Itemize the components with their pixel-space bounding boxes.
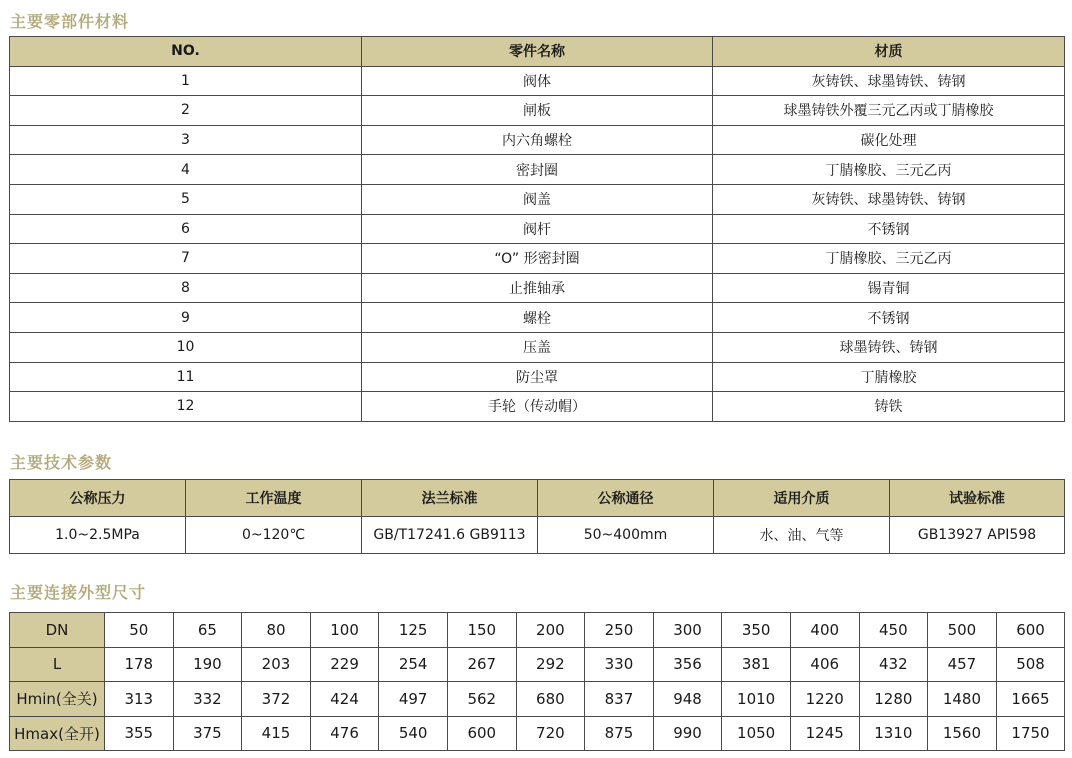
dim-cell: 875 (585, 716, 654, 751)
part-no: 12 (10, 392, 362, 422)
part-material: 碳化处理 (713, 125, 1065, 155)
part-material: 灰铸铁、球墨铸铁、铸钢 (713, 66, 1065, 96)
value-nominal-diameter: 50~400mm (538, 517, 714, 554)
dim-cell: 720 (516, 716, 585, 751)
part-name: 密封圈 (362, 155, 713, 185)
part-name: 螺栓 (362, 303, 713, 333)
value-nominal-pressure: 1.0~2.5MPa (10, 517, 186, 554)
dim-cell: 1050 (722, 716, 791, 751)
dim-cell: 562 (447, 682, 516, 717)
dim-cell: 50 (105, 613, 174, 648)
dim-cell: 1750 (996, 716, 1065, 751)
header-material: 材质 (713, 37, 1065, 67)
dim-cell: 540 (379, 716, 448, 751)
part-material: 灰铸铁、球墨铸铁、铸钢 (713, 184, 1065, 214)
dim-cell: 356 (653, 647, 722, 682)
dim-cell: 406 (790, 647, 859, 682)
row-label-l: L (10, 647, 105, 682)
dim-cell: 1280 (859, 682, 928, 717)
dim-cell: 190 (173, 647, 242, 682)
part-no: 4 (10, 155, 362, 185)
part-no: 3 (10, 125, 362, 155)
dim-cell: 332 (173, 682, 242, 717)
row-label-hmin: Hmin(全关) (10, 682, 105, 717)
part-name: 手轮（传动帽） (362, 392, 713, 422)
table-row (10, 155, 1065, 185)
dim-cell: 508 (996, 647, 1065, 682)
header-no: NO. (10, 37, 362, 67)
dim-cell: 1245 (790, 716, 859, 751)
params-header-row (10, 480, 1065, 517)
part-name: “O” 形密封圈 (362, 244, 713, 274)
dim-cell: 254 (379, 647, 448, 682)
parts-section-title: 主要零部件材料 (10, 12, 130, 31)
dim-cell: 948 (653, 682, 722, 717)
dim-cell: 837 (585, 682, 654, 717)
dim-cell: 125 (379, 613, 448, 648)
value-medium: 水、油、气等 (714, 517, 890, 554)
parts-materials-table (9, 36, 1065, 422)
header-flange-standard: 法兰标准 (362, 480, 538, 517)
part-no: 9 (10, 303, 362, 333)
part-no: 7 (10, 244, 362, 274)
params-section-title: 主要技术参数 (10, 453, 113, 472)
header-working-temp: 工作温度 (186, 480, 362, 517)
table-row (10, 716, 1065, 751)
dim-cell: 1010 (722, 682, 791, 717)
technical-params-table (9, 479, 1065, 554)
dim-cell: 203 (242, 647, 311, 682)
part-material: 锡青铜 (713, 273, 1065, 303)
part-name: 阀盖 (362, 184, 713, 214)
dim-cell: 432 (859, 647, 928, 682)
part-material: 丁腈橡胶、三元乙丙 (713, 244, 1065, 274)
table-row (10, 392, 1065, 422)
dim-cell: 330 (585, 647, 654, 682)
parts-header-row (10, 37, 1065, 67)
part-name: 压盖 (362, 332, 713, 362)
table-row (10, 303, 1065, 333)
part-no: 11 (10, 362, 362, 392)
dim-cell: 178 (105, 647, 174, 682)
dim-cell: 600 (447, 716, 516, 751)
dim-cell: 229 (310, 647, 379, 682)
table-row (10, 244, 1065, 274)
row-label-dn: DN (10, 613, 105, 648)
part-material: 不锈钢 (713, 303, 1065, 333)
part-no: 1 (10, 66, 362, 96)
part-name: 止推轴承 (362, 273, 713, 303)
part-name: 阀杆 (362, 214, 713, 244)
dimensions-table (9, 612, 1065, 751)
dim-cell: 1220 (790, 682, 859, 717)
table-row (10, 66, 1065, 96)
header-nominal-diameter: 公称通径 (538, 480, 714, 517)
dim-cell: 476 (310, 716, 379, 751)
part-no: 10 (10, 332, 362, 362)
dim-cell: 80 (242, 613, 311, 648)
dim-cell: 65 (173, 613, 242, 648)
table-row (10, 613, 1065, 648)
dim-cell: 250 (585, 613, 654, 648)
dim-cell: 450 (859, 613, 928, 648)
part-material: 球墨铸铁、铸钢 (713, 332, 1065, 362)
value-test-standard: GB13927 API598 (890, 517, 1065, 554)
dim-cell: 375 (173, 716, 242, 751)
table-row (10, 214, 1065, 244)
dim-cell: 424 (310, 682, 379, 717)
dim-cell: 500 (928, 613, 997, 648)
header-nominal-pressure: 公称压力 (10, 480, 186, 517)
dim-cell: 400 (790, 613, 859, 648)
dim-cell: 313 (105, 682, 174, 717)
value-working-temp: 0~120℃ (186, 517, 362, 554)
dim-cell: 355 (105, 716, 174, 751)
table-row (10, 647, 1065, 682)
table-row (10, 184, 1065, 214)
part-no: 5 (10, 184, 362, 214)
dim-cell: 292 (516, 647, 585, 682)
part-material: 丁腈橡胶、三元乙丙 (713, 155, 1065, 185)
dim-cell: 372 (242, 682, 311, 717)
part-material: 丁腈橡胶 (713, 362, 1065, 392)
dim-cell: 680 (516, 682, 585, 717)
dim-cell: 990 (653, 716, 722, 751)
dim-cell: 457 (928, 647, 997, 682)
dim-cell: 497 (379, 682, 448, 717)
part-material: 铸铁 (713, 392, 1065, 422)
table-row (10, 273, 1065, 303)
dim-cell: 1480 (928, 682, 997, 717)
table-row (10, 362, 1065, 392)
dim-cell: 415 (242, 716, 311, 751)
part-no: 2 (10, 96, 362, 126)
part-material: 球墨铸铁外覆三元乙丙或丁腈橡胶 (713, 96, 1065, 126)
value-flange-standard: GB/T17241.6 GB9113 (362, 517, 538, 554)
dim-cell: 1310 (859, 716, 928, 751)
dim-cell: 350 (722, 613, 791, 648)
table-row (10, 125, 1065, 155)
dim-cell: 200 (516, 613, 585, 648)
part-no: 6 (10, 214, 362, 244)
dim-cell: 150 (447, 613, 516, 648)
dim-cell: 100 (310, 613, 379, 648)
params-value-row (10, 517, 1065, 554)
dim-cell: 600 (996, 613, 1065, 648)
table-row (10, 332, 1065, 362)
dim-cell: 267 (447, 647, 516, 682)
header-part-name: 零件名称 (362, 37, 713, 67)
table-row (10, 96, 1065, 126)
part-name: 阀体 (362, 66, 713, 96)
part-name: 闸板 (362, 96, 713, 126)
part-name: 内六角螺栓 (362, 125, 713, 155)
part-material: 不锈钢 (713, 214, 1065, 244)
dim-cell: 1665 (996, 682, 1065, 717)
header-test-standard: 试验标准 (890, 480, 1065, 517)
dim-cell: 300 (653, 613, 722, 648)
row-label-hmax: Hmax(全开) (10, 716, 105, 751)
part-no: 8 (10, 273, 362, 303)
dims-section-title: 主要连接外型尺寸 (10, 583, 147, 602)
dim-cell: 1560 (928, 716, 997, 751)
dim-cell: 381 (722, 647, 791, 682)
table-row (10, 682, 1065, 717)
part-name: 防尘罩 (362, 362, 713, 392)
header-medium: 适用介质 (714, 480, 890, 517)
